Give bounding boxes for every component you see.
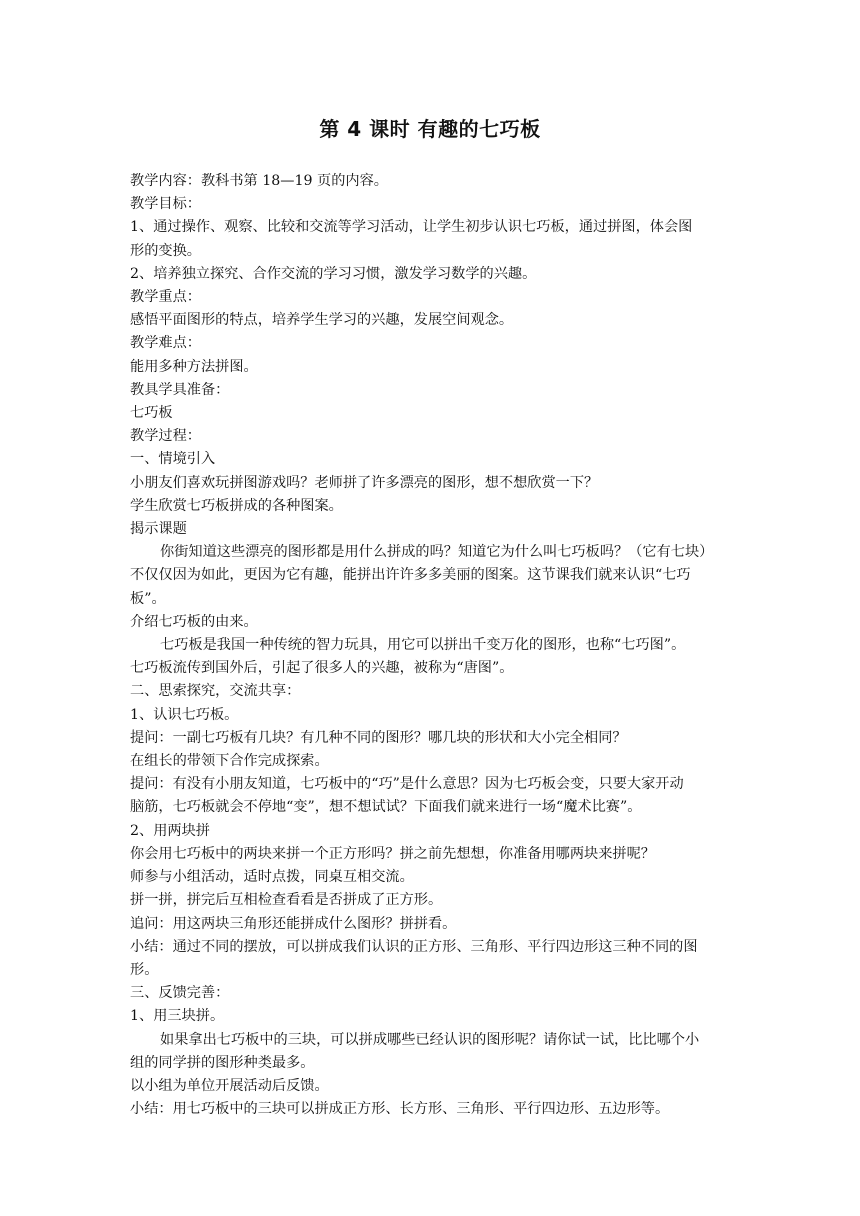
section-heading: 教具学具准备： (130, 381, 230, 398)
text-line: 脑筋，七巧板就会不停地“变”，想不想试试？下面我们就来进行一场“魔术比赛”。 (130, 799, 642, 816)
text-line: 板”。 (130, 590, 166, 607)
text-line: 小朋友们喜欢玩拼图游戏吗？老师拼了许多漂亮的图形，想不想欣赏一下？ (130, 474, 599, 491)
section-heading: 教学过程： (130, 428, 201, 445)
section-heading: 教学重点： (130, 289, 201, 306)
text-line: 小结：通过不同的摆放，可以拼成我们认识的正方形、三角形、平行四边形这三种不同的图 (130, 938, 698, 955)
text-line: 教学内容：教科书第 18—19 页的内容。 (130, 173, 388, 189)
section-heading: 二、思索探究，交流共享： (130, 683, 301, 700)
text-line: 学生欣赏七巧板拼成的各种图案。 (130, 497, 343, 514)
text-line: 七巧板流传到国外后，引起了很多人的兴趣，被称为“唐图”。 (130, 660, 514, 677)
section-heading: 三、反馈完善： (130, 985, 230, 1002)
text-line: 七巧板 (130, 405, 173, 422)
text-line: 以小组为单位开展活动后反馈。 (130, 1077, 329, 1094)
text-line: 2、培养独立探究、合作交流的学习习惯，激发学习数学的兴趣。 (130, 265, 537, 282)
section-heading: 揭示课题 (130, 521, 187, 538)
section-heading: 教学难点： (130, 335, 201, 352)
text-line: 如果拿出七巧板中的三块，可以拼成哪些已经认识的图形呢？请你试一试，比比哪个小 (160, 1031, 700, 1048)
text-line: 师参与小组活动，适时点拨，同桌互相交流。 (130, 869, 414, 886)
text-line: 小结：用七巧板中的三块可以拼成正方形、长方形、三角形、平行四边形、五边形等。 (130, 1101, 670, 1118)
text-line: 七巧板是我国一种传统的智力玩具，用它可以拼出千变万化的图形，也称“七巧图”。 (160, 637, 686, 654)
text-line: 介绍七巧板的由来。 (130, 613, 258, 630)
lesson-body (130, 170, 732, 1121)
text-line: 感悟平面图形的特点，培养学生学习的兴趣，发展空间观念。 (130, 312, 514, 329)
text-line: 1、通过操作、观察、比较和交流等学习活动，让学生初步认识七巧板，通过拼图，体会图 (130, 219, 693, 236)
text-line: 在组长的带领下合作完成探索。 (130, 753, 329, 770)
text-line: 你会用七巧板中的两块来拼一个正方形吗？拼之前先想想，你准备用哪两块来拼呢？ (130, 845, 655, 862)
text-line: 组的同学拼的图形种类最多。 (130, 1054, 315, 1071)
text-line: 能用多种方法拼图。 (130, 358, 258, 375)
text-line: 追问：用这两块三角形还能拼成什么图形？拼拼看。 (130, 915, 457, 932)
subsection-heading: 2、用两块拼 (130, 822, 210, 839)
text-line: 形的变换。 (130, 242, 201, 259)
lesson-title: 第 4 课时 有趣的七巧板 (319, 117, 541, 141)
subsection-heading: 1、用三块拼。 (130, 1008, 225, 1025)
subsection-heading: 1、认识七巧板。 (130, 706, 239, 723)
section-heading: 教学目标： (130, 196, 201, 213)
text-line: 提问：一副七巧板有几块？有几种不同的图形？哪几块的形状和大小完全相同？ (130, 729, 627, 746)
text-line: 你街知道这些漂亮的图形都是用什么拼成的吗？知道它为什么叫七巧板吗？（它有七块） (160, 544, 714, 561)
text-line: 提问：有没有小朋友知道，七巧板中的“巧”是什么意思？因为七巧板会变，只要大家开动 (130, 776, 684, 793)
text-line: 拼一拼，拼完后互相检查看看是否拼成了正方形。 (130, 892, 443, 909)
text-line: 不仅仅因为如此，更因为它有趣，能拼出许许多多美丽的图案。这节课我们就来认识“七巧 (130, 567, 691, 584)
section-heading: 一、情境引入 (130, 451, 216, 468)
text-line: 形。 (130, 961, 159, 978)
